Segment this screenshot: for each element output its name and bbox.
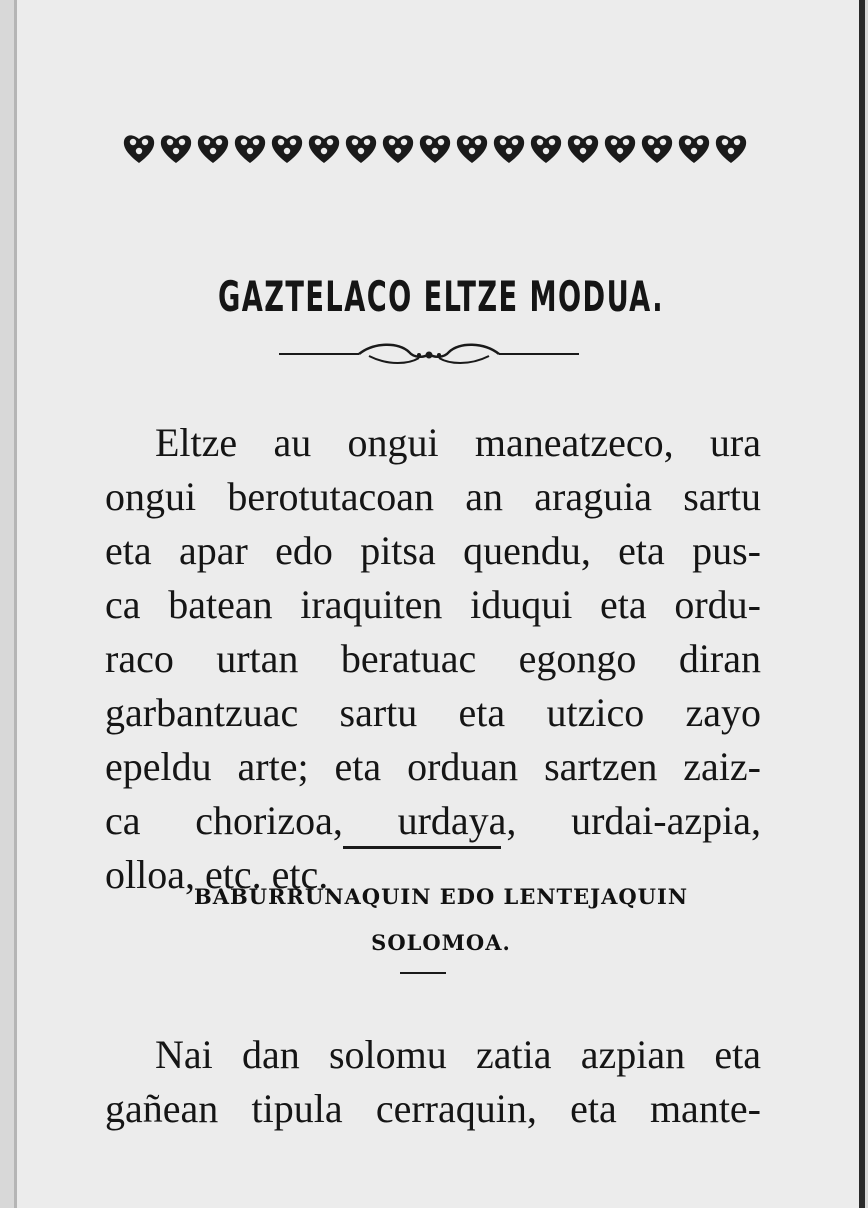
text-line: epeldu arte; eta orduan sartzen zaiz- <box>105 744 761 789</box>
heart-ornament-icon <box>122 132 156 166</box>
heart-ornament-icon <box>492 132 526 166</box>
text-line: raco urtan beratuac egongo diran <box>105 636 761 681</box>
text-line: ca batean iraquiten iduqui eta ordu- <box>105 582 761 627</box>
heart-ornament-icon <box>455 132 489 166</box>
short-divider <box>400 972 446 974</box>
heart-ornament-icon <box>196 132 230 166</box>
heart-ornament-icon <box>381 132 415 166</box>
heart-ornament-icon <box>233 132 267 166</box>
text-line: Eltze au ongui maneatzeco, ura <box>155 420 761 465</box>
heart-ornament-icon <box>677 132 711 166</box>
heart-ornament-icon <box>344 132 378 166</box>
heart-ornament-icon <box>640 132 674 166</box>
heart-ornament-icon <box>159 132 193 166</box>
section-subtitle-line2: SOLOMOA. <box>371 930 511 955</box>
page-edge-shadow <box>859 0 865 1208</box>
heart-ornament-icon <box>566 132 600 166</box>
heart-ornament-icon <box>529 132 563 166</box>
heart-ornament-icon <box>714 132 748 166</box>
text-line: ca chorizoa, urdaya, urdai-azpia, <box>105 798 761 843</box>
section-divider <box>343 846 501 849</box>
text-line: ongui berotutacoan an araguia sartu <box>105 474 761 519</box>
heart-ornament-icon <box>270 132 304 166</box>
text-line: olloa, etc. etc. <box>105 852 329 897</box>
text-line: garbantzuac sartu eta utzico zayo <box>105 690 761 735</box>
flourish-divider-icon <box>279 340 579 368</box>
heart-ornament-border <box>122 132 762 166</box>
text-line: eta apar edo pitsa quendu, eta pus- <box>105 528 761 573</box>
paragraph-eltze <box>105 416 761 902</box>
heart-ornament-icon <box>307 132 341 166</box>
section-subtitle-line1: BABURRUNAQUIN EDO LENTEJAQUIN <box>193 884 689 909</box>
text-line: Nai dan solomu zatia azpian eta <box>155 1032 761 1077</box>
heart-ornament-icon <box>418 132 452 166</box>
page-title: GAZTELACO ELTZE MODUA. <box>217 272 665 321</box>
paragraph-solomoa <box>105 1028 761 1136</box>
book-page <box>14 0 865 1208</box>
heart-ornament-icon <box>603 132 637 166</box>
text-line: gañean tipula cerraquin, eta mante- <box>105 1086 761 1131</box>
